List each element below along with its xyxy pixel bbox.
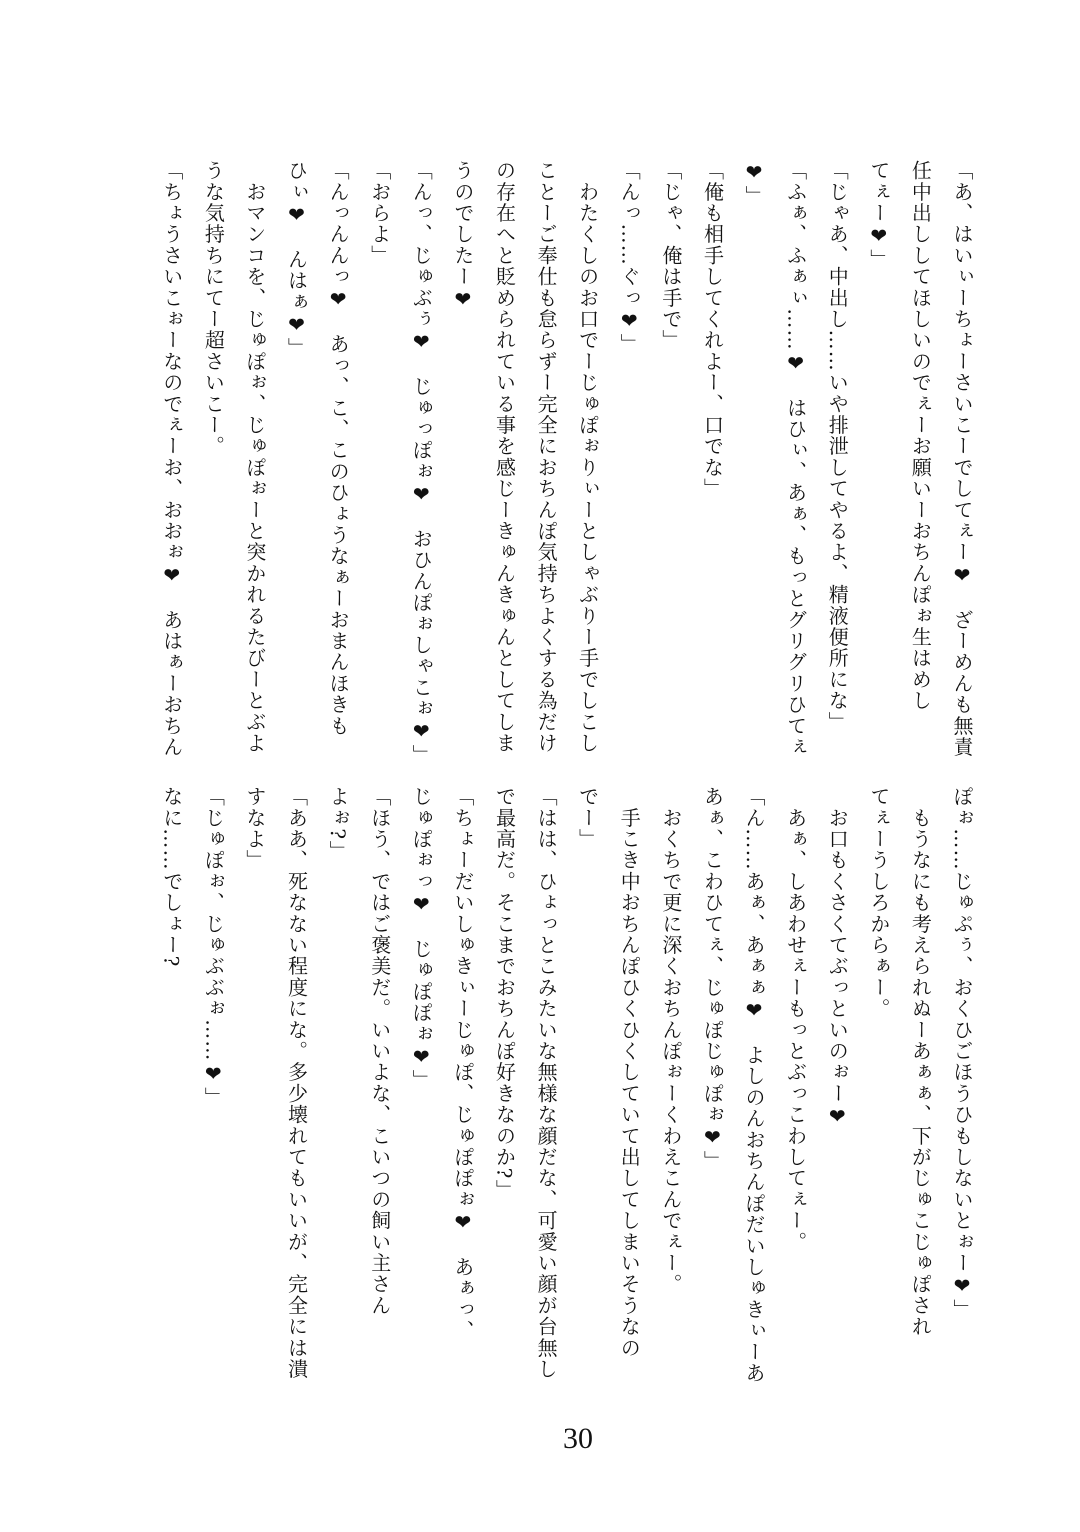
text-line: の存在へと貶められている事を感じーきゅんきゅんとしてしま <box>492 160 517 754</box>
text-line: 任中出ししてほしいのでぇーお願いーおちんぽぉ生はめし <box>908 160 933 712</box>
page-number: 30 <box>563 1422 593 1455</box>
text-line: なに……でしょー? <box>159 786 184 968</box>
text-line: じゅぽぉっ❤ じゅぽぽぉ❤」 <box>409 786 434 1091</box>
text-line: てぇーうしろからぁー。 <box>866 786 891 1020</box>
text-line: 「ほう、ではご褒美だ。いいよな、こいつの飼い主さん <box>367 786 392 1316</box>
text-line: あぁ、しあわせぇーもっとぶっこわしてぇー。 <box>783 786 808 1253</box>
text-line: 「じゃ、俺は手で」 <box>658 160 683 351</box>
text-line: おくちで更に深くおちんぽぉーくわえこんでぇー。 <box>658 786 683 1295</box>
text-block-top <box>150 160 982 766</box>
text-line: てぇー❤」 <box>866 160 891 270</box>
text-line: おマンコを、じゅぽぉ、じゅぽぉーと突かれるたびーとぶよ <box>242 160 267 754</box>
text-line: わたくしのお口でーじゅぽぉりぃーとしゃぶりー手でしこし <box>575 160 600 754</box>
text-line: で最高だ。そこまでおちんぽ好きなのか?」 <box>492 786 517 1201</box>
text-line: よぉ?」 <box>326 786 351 862</box>
text-line: ぽぉ……じゅぷぅ、おくひごほうひもしないとぉー❤」 <box>950 786 974 1320</box>
text-line: 「じゃあ、中出し……いや排泄してやるよ、精液便所にな」 <box>825 160 850 733</box>
text-line: でー」 <box>575 786 600 850</box>
text-line: 「んっ、じゅぶぅ❤ じゅっぽぉ❤ おひんぽぉしゃこぉ❤」 <box>409 160 434 766</box>
text-line: あぁ、こわひてぇ、じゅぽじゅぽぉ❤」 <box>700 786 725 1172</box>
text-line: ひぃ❤ んはぁ❤」 <box>284 160 309 359</box>
text-line: 「んっんんっ❤ あっ、こ、このひょうなぁーおまんほきも <box>326 160 351 737</box>
text-line: 「あ、はいぃーちょーさいこーでしてぇー❤ ざーめんも無責 <box>950 160 974 758</box>
text-line: 「俺も相手してくれよー、口でな」 <box>700 160 725 500</box>
text-line: ことーご奉仕も怠らずー完全におちんぽ気持ちよくする為だけ <box>534 160 559 754</box>
text-line: うのでしたー❤ <box>450 160 475 313</box>
text-line: お口もくさくてぶっといのぉー❤ <box>825 786 850 1130</box>
text-line: 「ん……あぁ、あぁぁ❤ よしのんおちんぽだいしゅきぃーあ <box>742 786 767 1384</box>
text-block-bottom <box>150 786 982 1384</box>
text-line: 「ふぁ、ふぁぃ……❤ はひぃ、あぁ、もっとグリグリひてぇ <box>783 160 808 758</box>
text-line: ❤」 <box>742 160 767 207</box>
text-line: もうなにも考えられぬーあぁぁ、下がじゅこじゅぽされ <box>908 786 933 1338</box>
text-line: 「ああ、死なない程度にな。多少壊れてもいいが、完全には潰 <box>284 786 309 1380</box>
text-line: すなよ」 <box>242 786 267 871</box>
text-line: うな気持ちにてー超さいこー。 <box>201 160 226 457</box>
text-line: 「ちょうさいこぉーなのでぇーお、おおぉ❤ あはぁーおちん <box>159 160 184 758</box>
text-line: 「はは、ひょっとこみたいな無様な顔だな、可愛い顔が台無し <box>534 786 559 1380</box>
text-line: 手こき中おちんぽひくひくしていて出してしまいそうなの <box>617 786 642 1359</box>
text-line: 「んっ……ぐっ❤」 <box>617 160 642 355</box>
text-line: 「じゅぽぉ、じゅぶぶぉ……❤」 <box>201 786 226 1108</box>
text-line: 「おらよ」 <box>367 160 392 266</box>
text-line: 「ちょーだいしゅきぃーじゅぽ、じゅぽぽぉ❤ あぁっ、 <box>450 786 475 1342</box>
